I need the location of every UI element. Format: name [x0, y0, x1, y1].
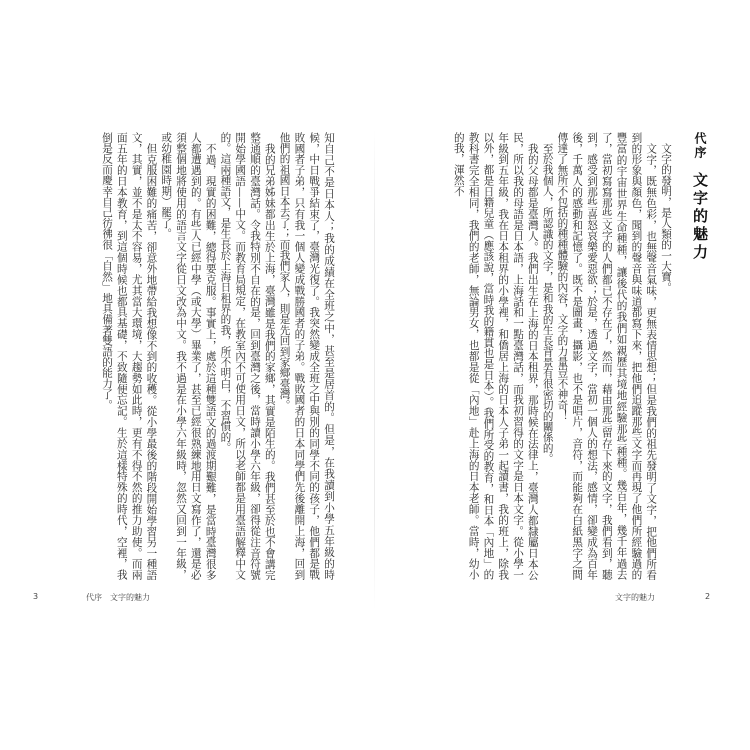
paragraph: 我的父母都是臺灣人。我們出生在上海的日本租界，那時候在法律上，臺灣人都隸屬日本公民，所以我的母語是日本語，上海話和一點臺灣話，而我初習得的文字是日本文字。從小學一年級到五年級，我在日本租界的小學裡，和僑居上海的日本人子弟一起讀書，我的班上，除我以外，都是日籍兒童（應該說，當時我的籍貫也是日本）。我們所受的教育，和日本「內地」的教科書完全相同，我們的老師，無論男女，也都是從「內地」赴上海的日本老師。當時，幼小的我，渾然不: [452, 132, 539, 580]
page-number: 2: [705, 592, 711, 601]
paragraph: 至於我個人，所認識的文字，是和我的生長背景有很密切的關係的。: [541, 142, 554, 464]
chapter-heading: [681, 132, 711, 332]
left-page-text: [40, 132, 336, 580]
right-page-text: [383, 132, 673, 580]
paragraph: 知自己不是日本人；我的成績在全班之中，甚至是居首的。但是，在我讀到小學五年級的時候，中日戰爭結束了，臺灣光復了。我突然變成全班之中與別的同學不同的孩子，他們都是戰敗國者子弟，只有我一個人變成戰勝國者的子弟。戰敗國者的日本同學們先後離開上海，回到他們的祖國日本去了；而我們家人，則是先回到家鄉臺灣。: [278, 132, 335, 580]
chapter-title: 文字的魅力: [691, 171, 709, 262]
chapter-prefix: 代序: [693, 132, 707, 160]
paragraph: 不過，現實的困難，總得要克服。事實上，處於這種雙語文的過渡期艱難，是當時臺灣很多人都遭遇到的。有些人已經中學（或大學）畢業了，甚至已經很熟練地用日文寫作了，還是必須整個地將使用的語言文字從日文改為中文。我不過是在小學六年級時，忽然又回到一年級，或幼稚園時期）罷了。: [160, 132, 217, 580]
paragraph: 但克服困難的痛苦，卻意外地帶給我想像不到的收穫。從小學最後的階段開始學習另一種語文，其實，並不是太不容易，尤其當大環境，大趨勢如此時，更有不得不然的推力助使。而兩面五年的日本教育，到這個時候也都具基礎，不致隨便忘記。生於這樣特殊的時代，空裡，我倒是反而慶幸自己彷彿很「自然」地具備著雙語的能力了。: [101, 132, 158, 580]
right-page: [375, 0, 750, 750]
paragraph: 我的兄弟姊妹都出生於上海，臺灣雖是我們的家鄉，其實是陌生的。我們甚至於也不會講完整通順的臺灣話。令我特別不自在的是，回到臺灣之後，當時讀小學六年級，卻得從注音符號開始學國語——中文。而教育局規定，在教室內不可使用日文，所以老師都是用臺語解釋中文的。這兩種語文，是生長於上海日租界的我，所不明白，不習慣的。: [219, 132, 276, 580]
paragraph: 文字的發明，是人類的一大寶。: [660, 142, 672, 293]
running-footer: 代序 文字的魅力: [86, 593, 150, 602]
page-number: 3: [33, 592, 39, 601]
paragraph: 文字，既無色彩，也無聲音氣味，更無表情思想；但是我們的祖先發明了文字，把他們所看到的形象與顏色，聞到的聲音與味道都寫下來，把他們追蹤那些文字而再現了他們所經驗過的豐富的宇宙世界生命種種，讓後代的我們如親歷其境地經驗那些種種。幾百年，幾千年過去了，當初寫寫那些文字的人們都已不存在了，然而，藉由那些留存下來的文字，我們看到，聽到，感受到那些喜怒哀樂愛惡欲；於是，透過文字，當初一個人的想法，感情，卻變成為百年後，千萬人的感動和記憶了。既不是圖畫，攝影，也不是唱片，音符，而能夠在白紙黑字之間傳達了無所不包括的種種體驗的內容，文字的力量豈不神奇！: [556, 132, 658, 580]
running-footer: 文字的魅力: [615, 593, 655, 602]
